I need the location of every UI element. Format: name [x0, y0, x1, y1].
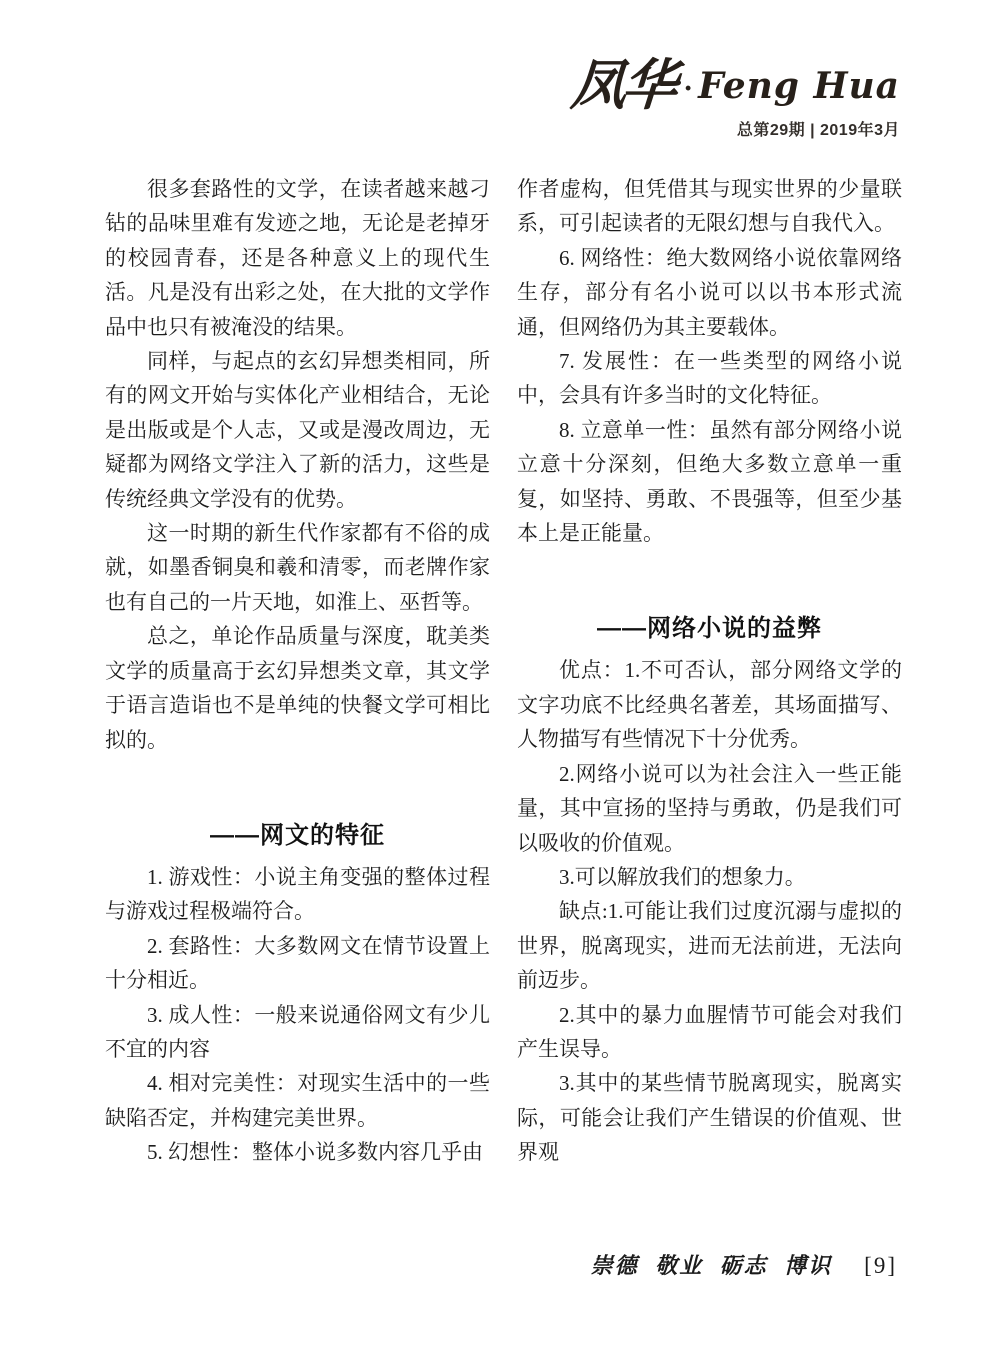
page-footer [591, 1249, 897, 1280]
masthead [568, 55, 900, 140]
school-motto: 崇德 敬业 砺志 博识 [590, 1253, 833, 1278]
list-item: 3. 成人性：一般来说通俗网文有少儿不宜的内容 [105, 1002, 490, 1061]
list-item: 2.其中的暴力血腥情节可能会对我们产生误导。 [517, 1002, 902, 1061]
list-item: 4. 相对完美性：对现实生活中的一些缺陷否定，并构建完美世界。 [105, 1071, 490, 1130]
list-item: 8. 立意单一性：虽然有部分网络小说立意十分深刻，但绝大多数立意单一重复，如坚持、勇敢、不畏强等，但至少基本上是正能量。 [517, 417, 902, 546]
list-item: 3.可以解放我们的想象力。 [559, 864, 806, 889]
logo-separator-dot: · [683, 71, 694, 105]
magazine-logo-latin: Feng Hua [698, 64, 900, 107]
list-item: 缺点:1.可能让我们过度沉溺与虚拟的世界，脱离现实，进而无法前进，无法向前迈步。 [517, 899, 902, 993]
list-item: 5. 幻想性：整体小说多数内容几乎由 [147, 1140, 483, 1165]
list-item: 优点：1.不可否认，部分网络文学的文字功底不比经典名著差，其场面描写、人物描写有些情况下十分优秀。 [517, 658, 902, 752]
paragraph-continuation: 作者虚构，但凭借其与现实世界的少量联系，可引起读者的无限幻想与自我代入。 [517, 177, 902, 236]
list-item: 3.其中的某些情节脱离现实，脱离实际，可能会让我们产生错误的价值观、世界观 [517, 1071, 902, 1165]
list-item: 2.网络小说可以为社会注入一些正能量，其中宣扬的坚持与勇敢，仍是我们可以吸收的价值观。 [517, 761, 902, 855]
magazine-logo-calligraphy: 凤华 [568, 55, 676, 116]
article-body [105, 172, 902, 1170]
left-column [105, 172, 490, 1170]
masthead-logo-row [568, 55, 900, 116]
paragraph: 这一时期的新生代作家都有不俗的成就，如墨香铜臭和羲和清零，而老牌作家也有自己的一片天地，如淮上、巫哲等。 [105, 521, 490, 614]
list-item: 7. 发展性：在一些类型的网络小说中，会具有许多当时的文化特征。 [517, 349, 902, 408]
list-item: 6. 网络性：绝大数网络小说依靠网络生存，部分有名小说可以以书本形式流通，但网络仍为其主要载体。 [517, 245, 902, 339]
section-heading-features: ——网文的特征 [210, 821, 385, 849]
paragraph: 很多套路性的文学，在读者越来越刁钻的品味里难有发迹之地，无论是老掉牙的校园青春，还是各种意义上的现代生活。凡是没有出彩之处，在大批的文学作品中也只有被淹没的结果。 [105, 177, 490, 339]
page-number: [9] [864, 1253, 897, 1278]
list-item: 1. 游戏性：小说主角变强的整体过程与游戏过程极端符合。 [105, 864, 490, 924]
issue-date-line: 总第29期 | 2019年3月 [736, 122, 900, 139]
section-heading-pros-cons: ——网络小说的益弊 [597, 615, 822, 643]
list-item: 2. 套路性：大多数网文在情节设置上十分相近。 [105, 933, 490, 993]
paragraph: 同样，与起点的玄幻异想类相同，所有的网文开始与实体化产业相结合，无论是出版或是个人志，又或是漫改周边，无疑都为网络文学注入了新的活力，这些是传统经典文学没有的优势。 [105, 349, 490, 511]
right-column [517, 172, 902, 1170]
paragraph: 总之，单论作品质量与深度，耽美类文学的质量高于玄幻异想类文章，其文学于语言造诣也不是单纯的快餐文学可相比拟的。 [105, 624, 490, 752]
